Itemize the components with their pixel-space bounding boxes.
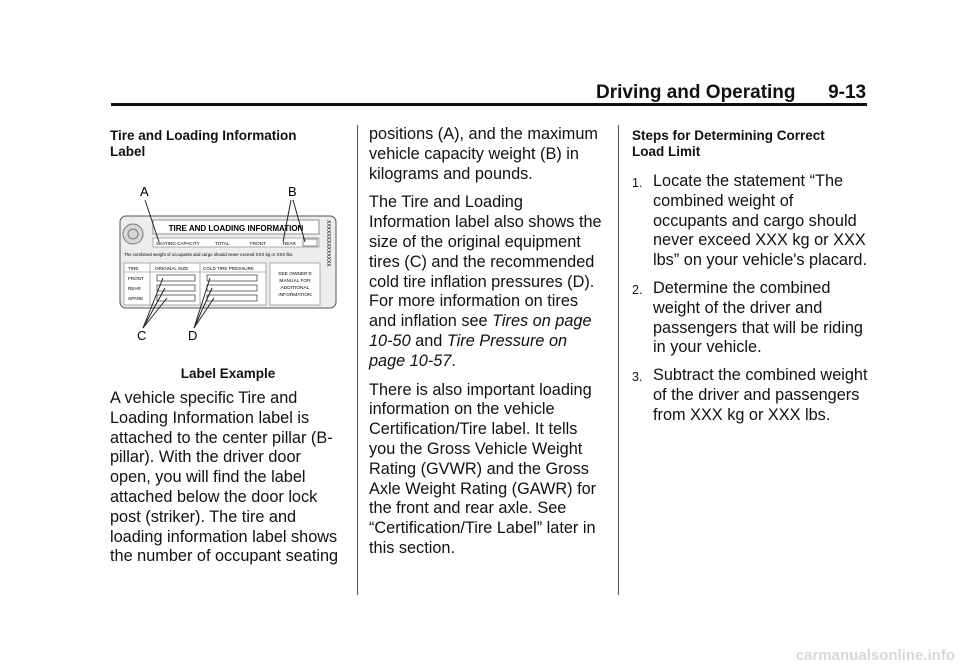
callout-a: A	[140, 184, 149, 199]
step-item	[632, 172, 868, 271]
step-text: Locate the statement “The combined weight of occupants and cargo should never exceed XXX kg or XXX lbs” on your vehicle's placard.	[653, 172, 867, 270]
page-header	[596, 82, 866, 104]
callout-d: D	[188, 328, 198, 340]
paragraph-text: and	[410, 331, 447, 350]
middle-column	[369, 125, 607, 559]
page-number: 9-13	[828, 82, 867, 103]
steps-list	[632, 172, 868, 426]
row-front: FRONT	[128, 276, 144, 281]
middle-paragraph-3: There is also important loading information on the vehicle Certification/Tire label. It tells you the Gross Vehicle Weight Rating (GVWR) and the Gross Axle Weight Rating (GAWR) for the front and rear axle. See “Certification/Tire Label” later in this section.	[369, 380, 597, 557]
right-column	[632, 128, 868, 426]
column-divider	[618, 125, 619, 595]
middle-paragraph-1: positions (A), and the maximum vehicle capacity weight (B) in kilograms and pounds.	[369, 125, 598, 183]
tire-pressure-link[interactable]: Tire Pressure on page 10-57	[369, 331, 568, 370]
seating-capacity-label: SEATING CAPACITY	[156, 241, 200, 246]
step-item	[632, 366, 868, 425]
column-divider	[357, 125, 358, 595]
header-rule	[111, 103, 867, 106]
rear-label: REAR	[283, 241, 296, 246]
left-column	[110, 128, 346, 160]
side-code: XXXXXXXXXXXXXX	[325, 220, 331, 267]
left-body	[110, 389, 346, 567]
tire-icon	[123, 224, 143, 244]
paragraph-text: The Tire and Loading Information label also shows the size of the original equipment tires (C) and the recommended cold tire inflation pressures (D). For more information on tires and inflation see	[369, 193, 602, 331]
callout-c: C	[137, 328, 147, 340]
tire-label-diagram	[115, 180, 347, 340]
col-tire: TIRE	[128, 266, 139, 271]
front-label: FRONT	[250, 241, 266, 246]
watermark: carmanualsonline.info	[795, 647, 955, 664]
weight-statement: The combined weight of occupants and cargo should never exceed XXX kg or XXX lbs.	[124, 252, 294, 257]
step-text: Subtract the combined weight of the driver and passengers from XXX kg or XXX lbs.	[653, 366, 868, 424]
total-label: TOTAL	[215, 241, 230, 246]
see-manual-line-1: SEE OWNER'S	[278, 272, 312, 277]
middle-paragraph-2	[369, 193, 607, 371]
step-text: Determine the combined weight of the driver and passengers that will be riding in your vehicle.	[653, 278, 863, 357]
col-original-size: ORIGINAL SIZE	[155, 266, 189, 271]
steps-heading: Steps for Determining Correct Load Limit	[632, 128, 825, 159]
tires-link[interactable]: Tires on page 10-50	[369, 312, 592, 350]
label-title: TIRE AND LOADING INFORMATION	[168, 224, 304, 233]
row-rear: REAR	[128, 286, 141, 291]
callout-b: B	[288, 184, 297, 199]
row-spare: SPARE	[128, 296, 144, 301]
see-manual-line-4: INFORMATION	[278, 293, 312, 298]
section-heading: Tire and Loading Information Label	[110, 128, 297, 159]
section-title: Driving and Operating	[596, 82, 796, 103]
figure-caption: Label Example	[180, 366, 276, 381]
see-manual-line-3: ADDITIONAL	[280, 286, 310, 291]
step-number: 2.	[632, 282, 643, 297]
step-number: 3.	[632, 370, 643, 385]
col-cold-pressure: COLD TIRE PRESSURE	[203, 266, 254, 271]
see-manual-line-2: MANUAL FOR	[279, 279, 311, 284]
left-paragraph: A vehicle specific Tire and Loading Information label is attached to the center pillar (B-pillar). With the driver door open, you will find the label attached below the door lock post (striker). The tire and loading information label shows the number of occupant seating	[110, 389, 339, 566]
paragraph-text: .	[451, 351, 456, 370]
step-item	[632, 279, 868, 358]
step-number: 1.	[632, 176, 643, 190]
